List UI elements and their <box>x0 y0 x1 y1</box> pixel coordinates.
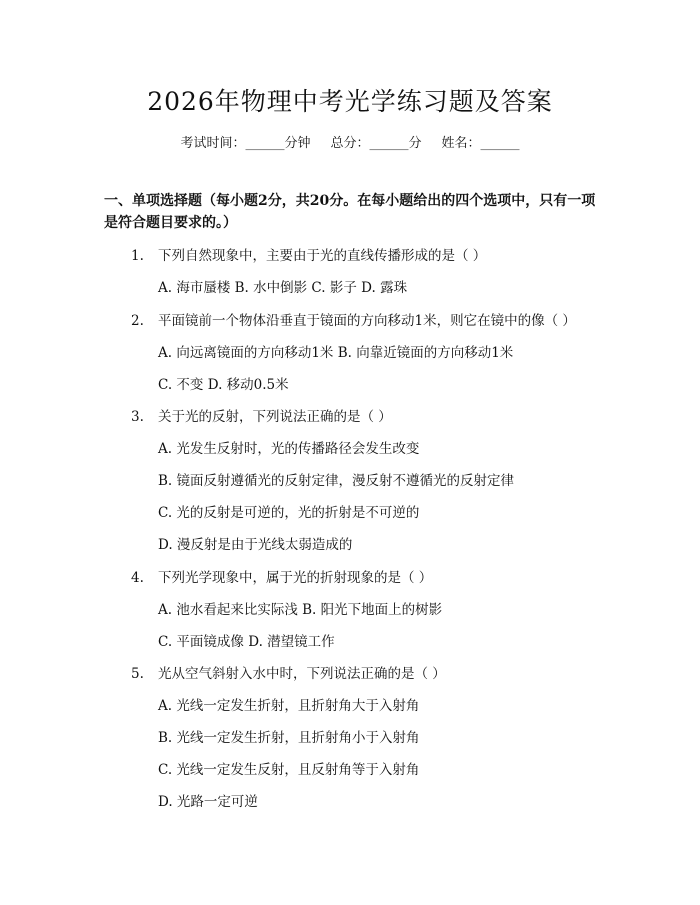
question-text: 关于光的反射，下列说法正确的是（ ） <box>158 409 392 425</box>
question-2 <box>131 309 576 329</box>
question-3-options-line-4: D. 漫反射是由于光线太弱造成的 <box>158 537 353 553</box>
question-5-options-line-2: B. 光线一定发生折射，且折射角小于入射角 <box>158 730 420 746</box>
question-5-options-line-1: A. 光线一定发生折射，且折射角大于入射角 <box>158 698 420 714</box>
question-3-options-line-1: A. 光发生反射时，光的传播路径会发生改变 <box>158 441 420 457</box>
question-5-options-line-4: D. 光路一定可逆 <box>158 794 258 810</box>
question-number: 1. <box>131 248 144 264</box>
total-score: 总分：______分 <box>330 136 422 151</box>
question-2-options-line-1: A. 向远离镜面的方向移动1米 B. 向靠近镜面的方向移动1米 <box>158 345 514 361</box>
question-4-options-line-1: A. 池水看起来比实际浅 B. 阳光下地面上的树影 <box>158 602 443 618</box>
question-3-options-line-3: C. 光的反射是可逆的，光的折射是不可逆的 <box>158 505 420 521</box>
question-5 <box>131 662 446 682</box>
question-5-options-line-3: C. 光线一定发生反射，且反射角等于入射角 <box>158 762 420 778</box>
question-1 <box>131 244 486 264</box>
question-2-options-line-2: C. 不变 D. 移动0.5米 <box>158 377 289 393</box>
question-number: 2. <box>131 313 144 329</box>
page-title: 2026年物理中考光学练习题及答案 <box>147 87 553 116</box>
student-name: 姓名：______ <box>441 136 520 151</box>
question-1-options-line-1: A. 海市蜃楼 B. 水中倒影 C. 影子 D. 露珠 <box>158 280 408 296</box>
question-number: 3. <box>131 409 144 425</box>
question-number: 4. <box>131 570 144 586</box>
question-4-options-line-2: C. 平面镜成像 D. 潜望镜工作 <box>158 634 335 650</box>
question-4 <box>131 566 432 586</box>
question-text: 平面镜前一个物体沿垂直于镜面的方向移动1米，则它在镜中的像（ ） <box>158 313 576 329</box>
question-text: 光从空气斜射入水中时，下列说法正确的是（ ） <box>158 666 446 682</box>
question-text: 下列光学现象中，属于光的折射现象的是（ ） <box>158 570 433 586</box>
question-number: 5. <box>131 666 144 682</box>
exam-time: 考试时间：______分钟 <box>180 136 311 151</box>
exam-meta <box>0 132 700 151</box>
question-text: 下列自然现象中，主要由于光的直线传播形成的是（ ） <box>158 248 487 264</box>
section-heading: 一、单项选择题（每小题2分，共20分。在每小题给出的四个选项中，只有一项是符合题目要求的。） <box>104 193 596 231</box>
question-3-options-line-2: B. 镜面反射遵循光的反射定律，漫反射不遵循光的反射定律 <box>158 473 515 489</box>
question-3 <box>131 405 392 425</box>
